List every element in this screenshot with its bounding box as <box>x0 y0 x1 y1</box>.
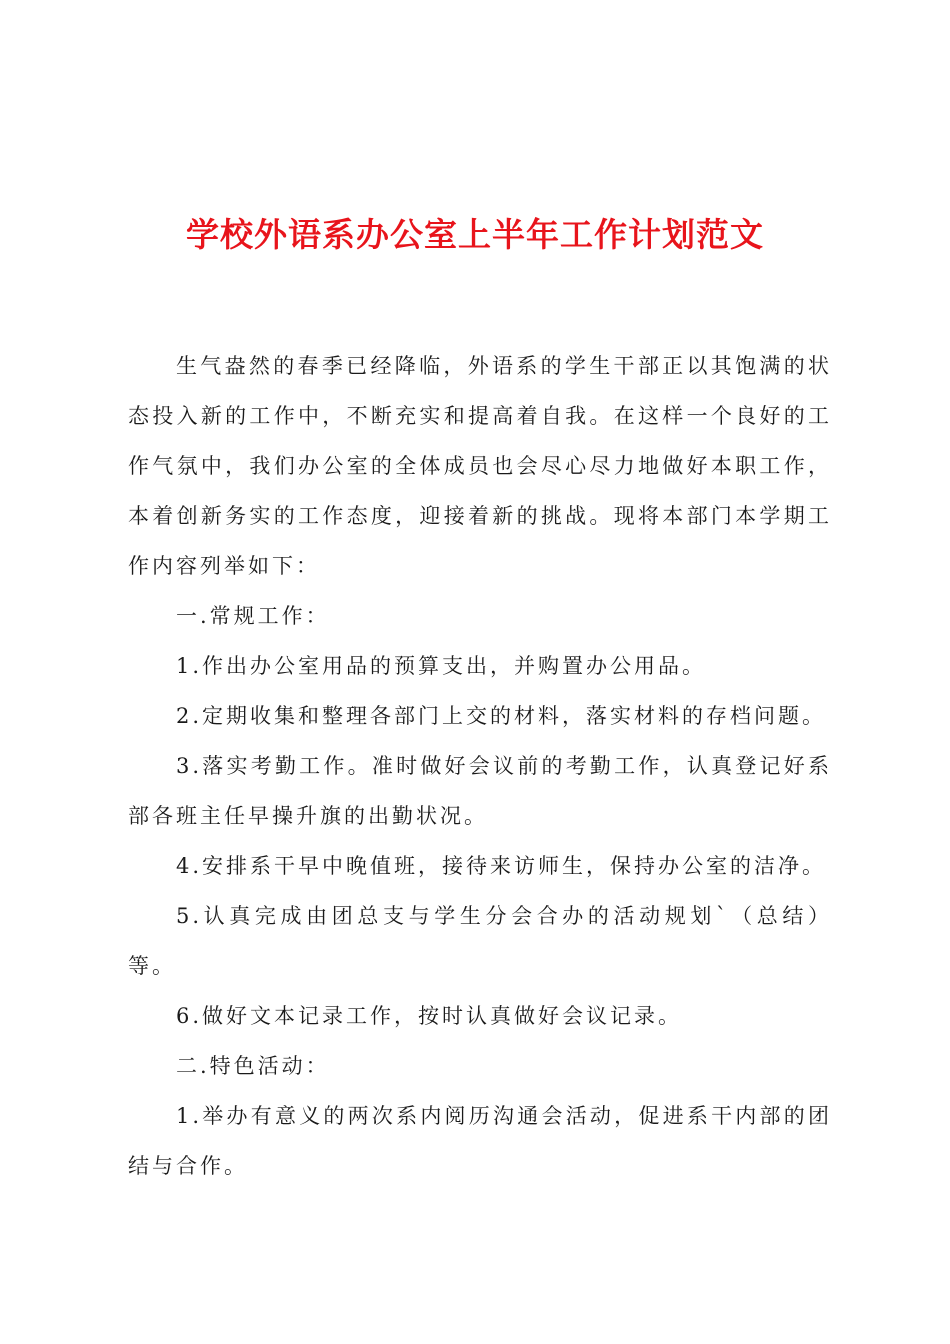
list-item: 6.做好文本记录工作，按时认真做好会议记录。 <box>176 1004 683 1028</box>
list-item: 4.安排系干早中晚值班，接待来访师生，保持办公室的洁净。 <box>176 854 827 878</box>
list-item: 1.作出办公室用品的预算支出，并购置办公用品。 <box>176 654 707 678</box>
list-item: 2.定期收集和整理各部门上交的材料，落实材料的存档问题。 <box>176 704 827 728</box>
document-body <box>128 341 832 1191</box>
section-heading-routine-work: 一.常规工作： <box>176 604 330 628</box>
section-heading-special-activities: 二.特色活动： <box>176 1054 330 1078</box>
document-title: 学校外语系办公室上半年工作计划范文 <box>186 215 764 254</box>
list-item: 3.落实考勤工作。准时做好会议前的考勤工作，认真登记好系部各班主任早操升旗的出勤状况。 <box>128 754 832 828</box>
list-item: 1.举办有意义的两次系内阅历沟通会活动，促进系干内部的团结与合作。 <box>128 1104 832 1178</box>
list-item: 5.认真完成由团总支与学生分会合办的活动规划`（总结）等。 <box>128 904 832 978</box>
intro-paragraph: 生气盎然的春季已经降临，外语系的学生干部正以其饱满的状态投入新的工作中，不断充实和提高着自我。在这样一个良好的工作气氛中，我们办公室的全体成员也会尽心尽力地做好本职工作，本着创新务实的工作态度，迎接着新的挑战。现将本部门本学期工作内容列举如下： <box>128 354 832 578</box>
